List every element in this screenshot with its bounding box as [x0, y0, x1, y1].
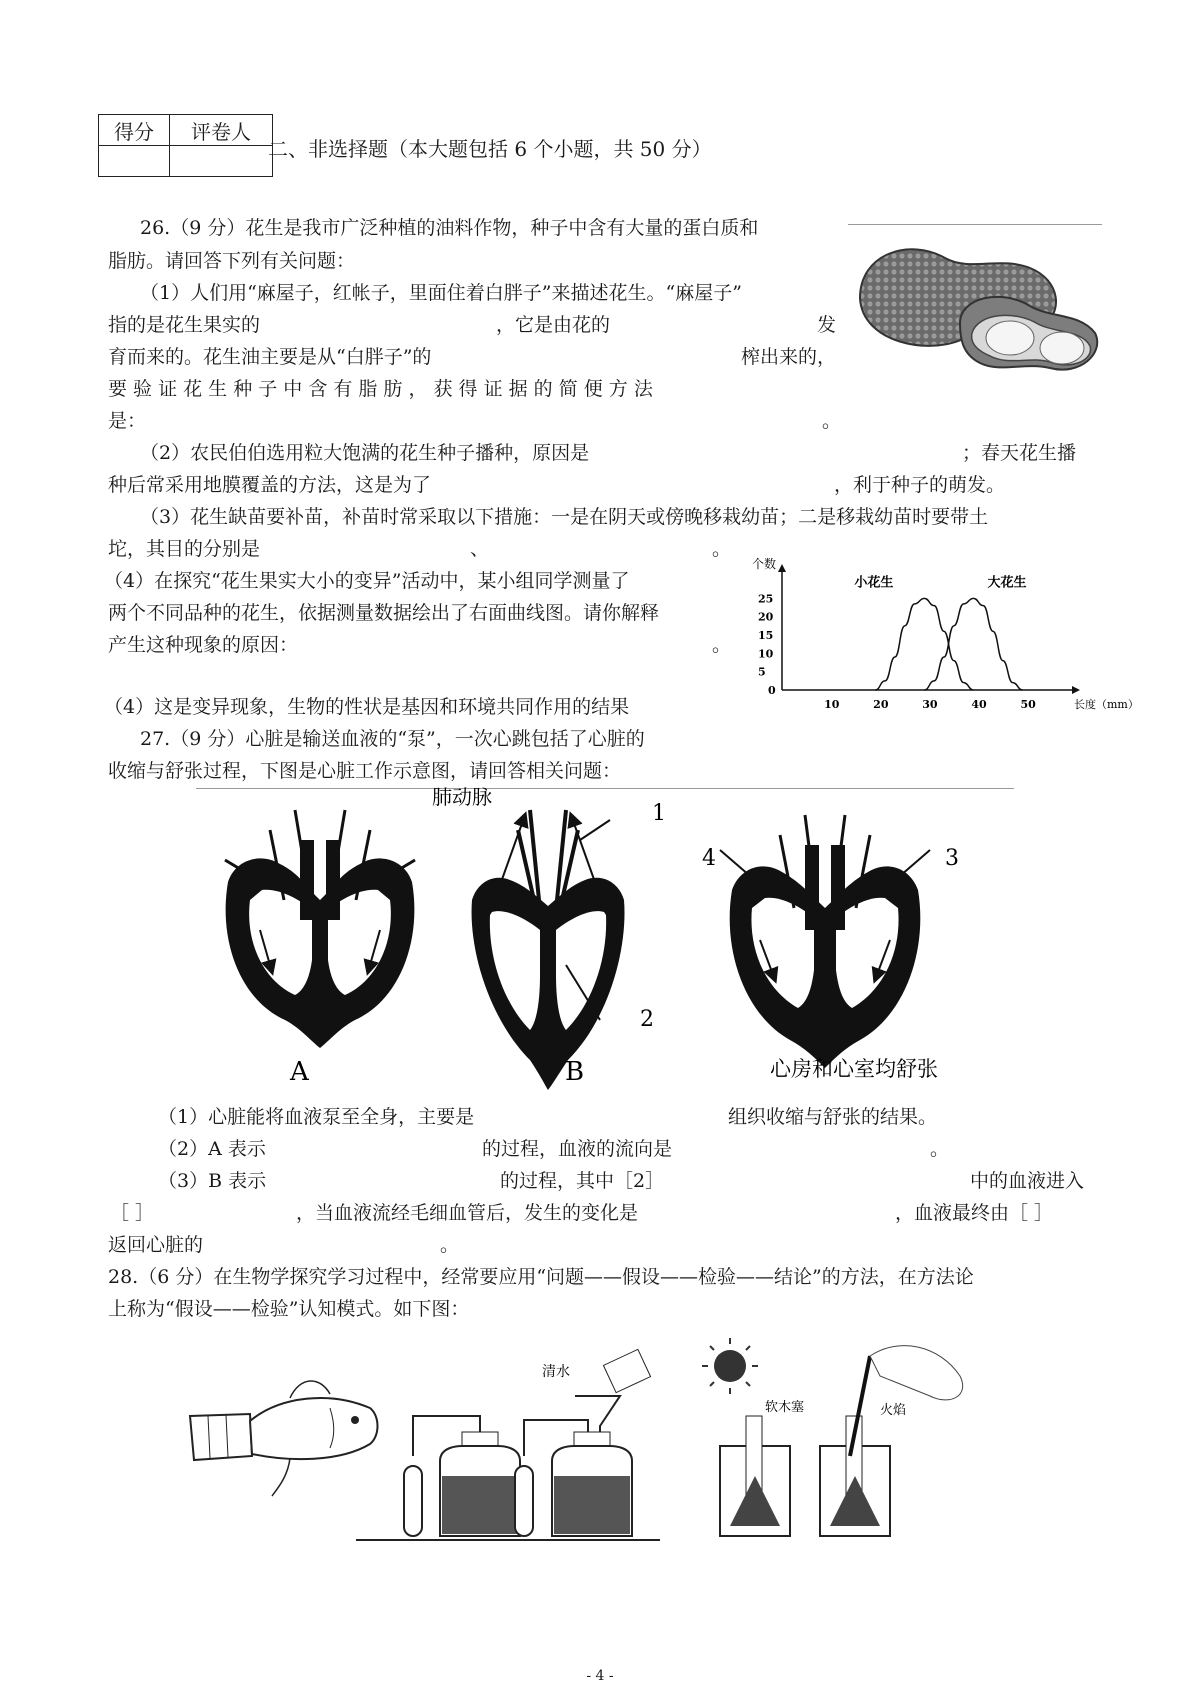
q26-p1-line5b: 。 — [822, 410, 842, 432]
grader-cell[interactable] — [170, 146, 273, 177]
label-4: 4 — [702, 846, 716, 871]
label-2: 2 — [640, 1007, 654, 1032]
q26-p3-line2b: 、 — [470, 538, 490, 560]
y-tick-label: 5 — [758, 665, 766, 679]
q26-p4-line2: 两个不同品种的花生，依据测量数据绘出了右面曲线图。请你解释 — [108, 602, 660, 624]
q26-p1-line1: （1）人们用“麻屋子，红帐子，里面住着白胖子”来描述花生。“麻屋子” — [140, 282, 742, 304]
label-1: 1 — [652, 801, 666, 826]
x-tick-label: 30 — [922, 698, 938, 711]
q26-p1-line3b: 榨出来的， — [741, 346, 837, 368]
experiment-figure — [180, 1336, 1040, 1556]
x-tick-label: 20 — [873, 698, 889, 711]
q26-p1-line3a: 育而来的。花生油主要是从“白胖子”的 — [108, 346, 432, 368]
heart-a — [225, 810, 415, 1048]
fish-illustration — [190, 1381, 378, 1496]
label-pulmonary-artery: 肺动脉 — [432, 785, 492, 809]
q27-p2a: （2）A 表示 — [158, 1138, 266, 1160]
y-tick-label: 25 — [758, 592, 774, 606]
x-axis-label: 长度（mm） — [1074, 698, 1139, 711]
q26-p2-line1b: ；春天花生播 — [962, 442, 1077, 464]
beaker-setup-2 — [820, 1346, 963, 1536]
q26-p3-line2a: 坨，其目的分别是 — [108, 538, 261, 560]
q26-p1-line2c: 发 — [817, 314, 837, 336]
q26-p1-line2b: ，它是由花的 — [496, 314, 611, 336]
grader-header: 评卷人 — [170, 115, 273, 146]
q26-p3-line1: （3）花生缺苗要补苗，补苗时常采取以下措施：一是在阴天或傍晚移栽幼苗；二是移栽幼苗时要带土 — [140, 506, 989, 528]
q26-p1-line5a: 是： — [108, 410, 147, 432]
q27-p3e2: 。 — [440, 1234, 460, 1256]
q26-p2-line2b: ，利于种子的萌发。 — [834, 474, 1006, 496]
q27-p2b: 的过程，血液的流向是 — [482, 1138, 673, 1160]
q26-intro-line2: 脂肪。请回答下列有关问题： — [108, 250, 356, 272]
q26-p3-line2c: 。 — [712, 538, 732, 560]
series-line — [924, 598, 1022, 690]
sun-icon — [702, 1338, 758, 1394]
q27-p3c: 中的血液进入 — [970, 1170, 1085, 1192]
y-axis-arrow — [778, 564, 786, 572]
q26-p1-line4: 要 验 证 花 生 种 子 中 含 有 脂 肪 ， 获 得 证 据 的 简 便 方 法 — [108, 378, 653, 400]
label-3: 3 — [945, 846, 959, 871]
y-tick-label: 20 — [758, 610, 774, 624]
q26-p4-line3b: 。 — [712, 634, 732, 656]
x-axis-arrow — [1072, 686, 1080, 694]
label-water: 清水 — [542, 1364, 570, 1380]
heart-c — [720, 815, 930, 1068]
q27-p3b: 的过程，其中［2］ — [500, 1170, 665, 1192]
q26-intro-line1: 26.（9 分）花生是我市广泛种植的油料作物，种子中含有大量的蛋白质和 — [140, 217, 759, 239]
label-flame: 火焰 — [880, 1403, 907, 1418]
x-tick-label: 40 — [971, 698, 987, 711]
q27-intro-line1: 27.（9 分）心脏是输送血液的“泵”，一次心跳包括了心脏的 — [140, 728, 645, 750]
section-title: 二、非选择题（本大题包括 6 个小题，共 50 分） — [268, 137, 712, 161]
heart-figure — [200, 785, 1020, 1090]
score-cell[interactable] — [99, 146, 170, 177]
q27-p3d1: ［ ］ — [110, 1202, 155, 1224]
q26-p2-line2a: 种后常采用地膜覆盖的方法，这是为了 — [108, 474, 432, 496]
q26-p4-line1: （4）在探究“花生果实大小的变异”活动中，某小组同学测量了 — [104, 570, 630, 592]
origin-tick-label: 0 — [768, 684, 776, 697]
series-label: 小花生 — [854, 575, 894, 591]
caption-b: B — [565, 1057, 585, 1087]
tube-bottle-setup-1 — [404, 1416, 520, 1536]
q27-p1a: （1）心脏能将血液泵至全身，主要是 — [158, 1106, 475, 1128]
q27-p3d2: ，当血液流经毛细血管后，发生的变化是 — [296, 1202, 639, 1224]
q26-p2-line1a: （2）农民伯伯选用粒大饱满的花生种子播种，原因是 — [140, 442, 590, 464]
q27-p2c: 。 — [930, 1138, 950, 1160]
q28-intro-line2: 上称为“假设——检验”认知模式。如下图： — [108, 1298, 470, 1320]
photo-top-rule — [848, 224, 1102, 225]
beaker-setup-1 — [720, 1416, 790, 1536]
caption-c: 心房和心室均舒张 — [770, 1057, 938, 1081]
peanut-photo — [850, 228, 1102, 378]
q28-intro-line1: 28.（6 分）在生物学探究学习过程中，经常要应用“问题——假设——检验——结论”的方法，在方法论 — [108, 1266, 974, 1288]
series-label: 大花生 — [987, 575, 1027, 591]
q27-p3e1: 返回心脏的 — [108, 1234, 204, 1256]
caption-a: A — [290, 1057, 309, 1087]
y-tick-label: 10 — [758, 647, 774, 661]
figure-top-rule — [196, 788, 1014, 789]
x-tick-label: 50 — [1020, 698, 1036, 711]
score-header: 得分 — [99, 115, 170, 146]
q27-p3a: （3）B 表示 — [158, 1170, 267, 1192]
q27-p1b: 组织收缩与舒张的结果。 — [728, 1106, 938, 1128]
page-number: - 4 - — [586, 1668, 614, 1684]
q26-p1-line2a: 指的是花生果实的 — [108, 314, 261, 336]
heart-b — [472, 810, 625, 1090]
q26-p4-answer: （4）这是变异现象，生物的性状是基因和环境共同作用的结果 — [104, 696, 630, 718]
q27-p3d3: ，血液最终由［ ］ — [895, 1202, 1054, 1224]
y-tick-label: 15 — [758, 629, 774, 642]
label-cork: 软木塞 — [765, 1400, 805, 1415]
y-axis-label: 个数 — [752, 557, 777, 571]
q27-intro-line2: 收缩与舒张过程，下图是心脏工作示意图，请回答相关问题： — [108, 760, 622, 782]
peanut-length-chart — [742, 557, 1139, 728]
score-table — [98, 114, 273, 177]
x-tick-label: 10 — [824, 698, 840, 711]
q26-p4-line3a: 产生这种现象的原因： — [108, 634, 299, 656]
